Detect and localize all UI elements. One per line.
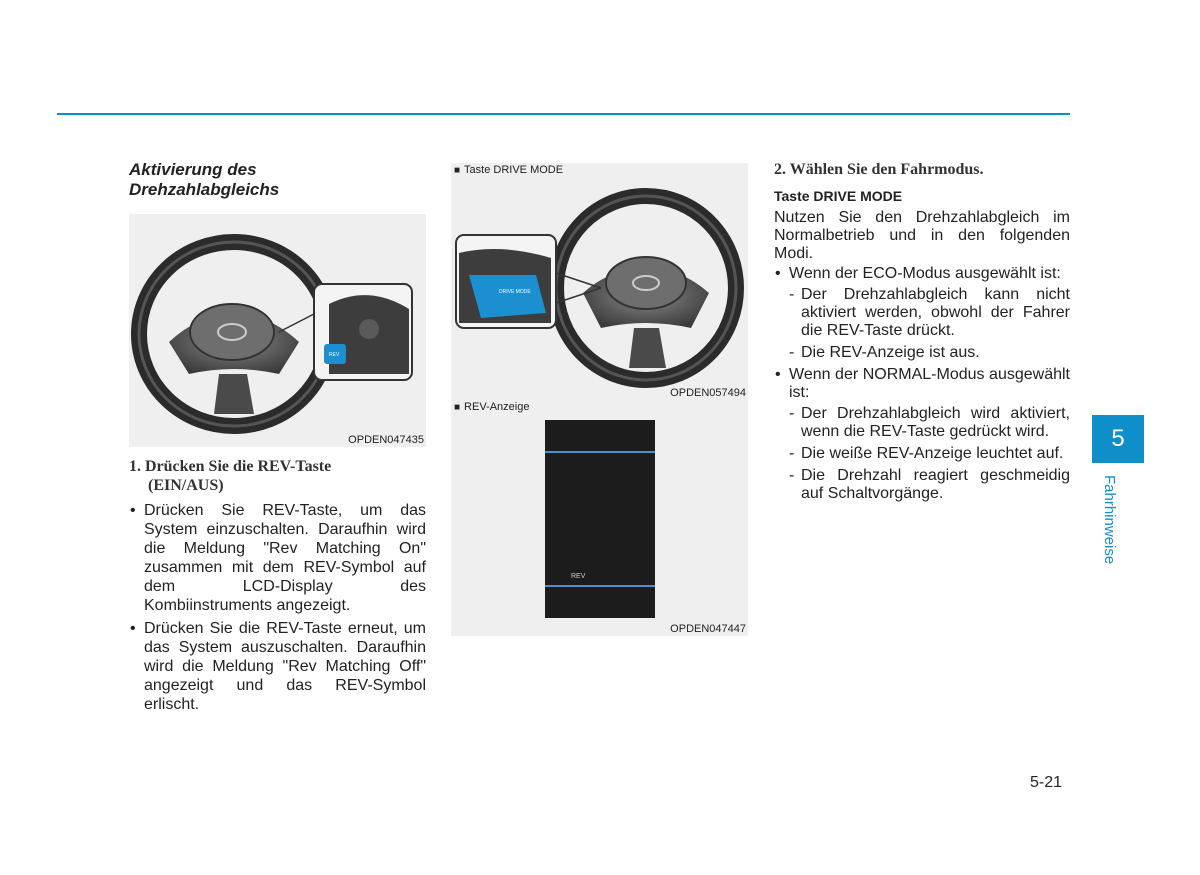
- chapter-label: Fahrhinweise: [1101, 475, 1118, 565]
- sublist-item: - Der Drehzahlabgleich wird aktiviert, wenn die REV-Taste gedrückt wird.: [789, 405, 1070, 441]
- list-item: • Drücken Sie die REV-Taste erneut, um das System auszuschalten. Daraufhin wird die Meldung "Rev Matching Off" angezeigt und das REV-Symbol erlischt.: [129, 619, 426, 714]
- rev-indicator-figure: [451, 400, 748, 636]
- rev-button-label: REV: [329, 352, 340, 358]
- figure-caption: ■ Taste DRIVE MODE: [454, 164, 563, 176]
- figure-code: OPDEN047435: [348, 434, 424, 446]
- list-item-normal: • Wenn der NORMAL-Modus ausgewählt ist: - Der Drehzahlabgleich wird aktiviert, wenn die REV-Taste gedrückt wird. - Die weiße REV-Anzeige leuchtet auf. - Die Drehzahl reagiert geschmeidig auf Schaltvorgänge.: [774, 366, 1070, 503]
- step-1-heading: 1. Drücken Sie die REV-Taste (EIN/AUS): [129, 458, 332, 494]
- sublist-item: - Die weiße REV-Anzeige leuchtet auf.: [789, 445, 1070, 463]
- rev-display-label: REV: [571, 573, 586, 580]
- sublist-item: - Die Drehzahl reagiert geschmeidig auf Schaltvorgänge.: [789, 467, 1070, 503]
- eco-sublist: [789, 286, 1070, 362]
- sublist-item: - Der Drehzahlabgleich kann nicht aktiviert werden, obwohl der Fahrer die REV-Taste drückt.: [789, 286, 1070, 340]
- sublist-item: - Die REV-Anzeige ist aus.: [789, 344, 1070, 362]
- drive-mode-illustration: [451, 163, 748, 400]
- section-title: Aktivierung des Drehzahlabgleichs: [129, 160, 280, 199]
- step-1-list: [129, 501, 426, 714]
- normal-sublist: [789, 405, 1070, 503]
- intro-paragraph: Nutzen Sie den Drehzahlabgleich im Normalbetrieb und in den folgenden Modi.: [774, 209, 1070, 262]
- column-left: [129, 160, 426, 718]
- cluster-display-illustration: [451, 400, 748, 636]
- drive-mode-button-label: DRIVE MODE: [499, 289, 531, 295]
- drive-mode-subheading: Taste DRIVE MODE: [774, 188, 903, 204]
- figure-code: OPDEN057494: [670, 387, 746, 399]
- column-right: [774, 160, 1070, 507]
- chapter-number-tab: 5: [1092, 415, 1144, 463]
- step-2-heading: 2. Wählen Sie den Fahrmodus.: [774, 161, 984, 178]
- page-number: 5-21: [1030, 774, 1063, 791]
- steering-wheel-figure: [129, 214, 426, 447]
- column-middle: [451, 163, 748, 636]
- header-rule: [57, 113, 1070, 115]
- mode-list: [774, 265, 1070, 503]
- figure-caption: ■ REV-Anzeige: [454, 401, 529, 413]
- list-item-eco: • Wenn der ECO-Modus ausgewählt ist: - Der Drehzahlabgleich kann nicht aktiviert werden, obwohl der Fahrer die REV-Taste drückt. - Die REV-Anzeige ist aus.: [774, 265, 1070, 362]
- drive-mode-figure: [451, 163, 748, 400]
- figure-code: OPDEN047447: [670, 623, 746, 635]
- list-item: • Drücken Sie REV-Taste, um das System einzuschalten. Daraufhin wird die Meldung "Rev Matching On" zusammen mit dem REV-Symbol auf dem LCD-Display des Kombiinstruments angezeigt.: [129, 501, 426, 615]
- steering-wheel-illustration: [129, 214, 426, 447]
